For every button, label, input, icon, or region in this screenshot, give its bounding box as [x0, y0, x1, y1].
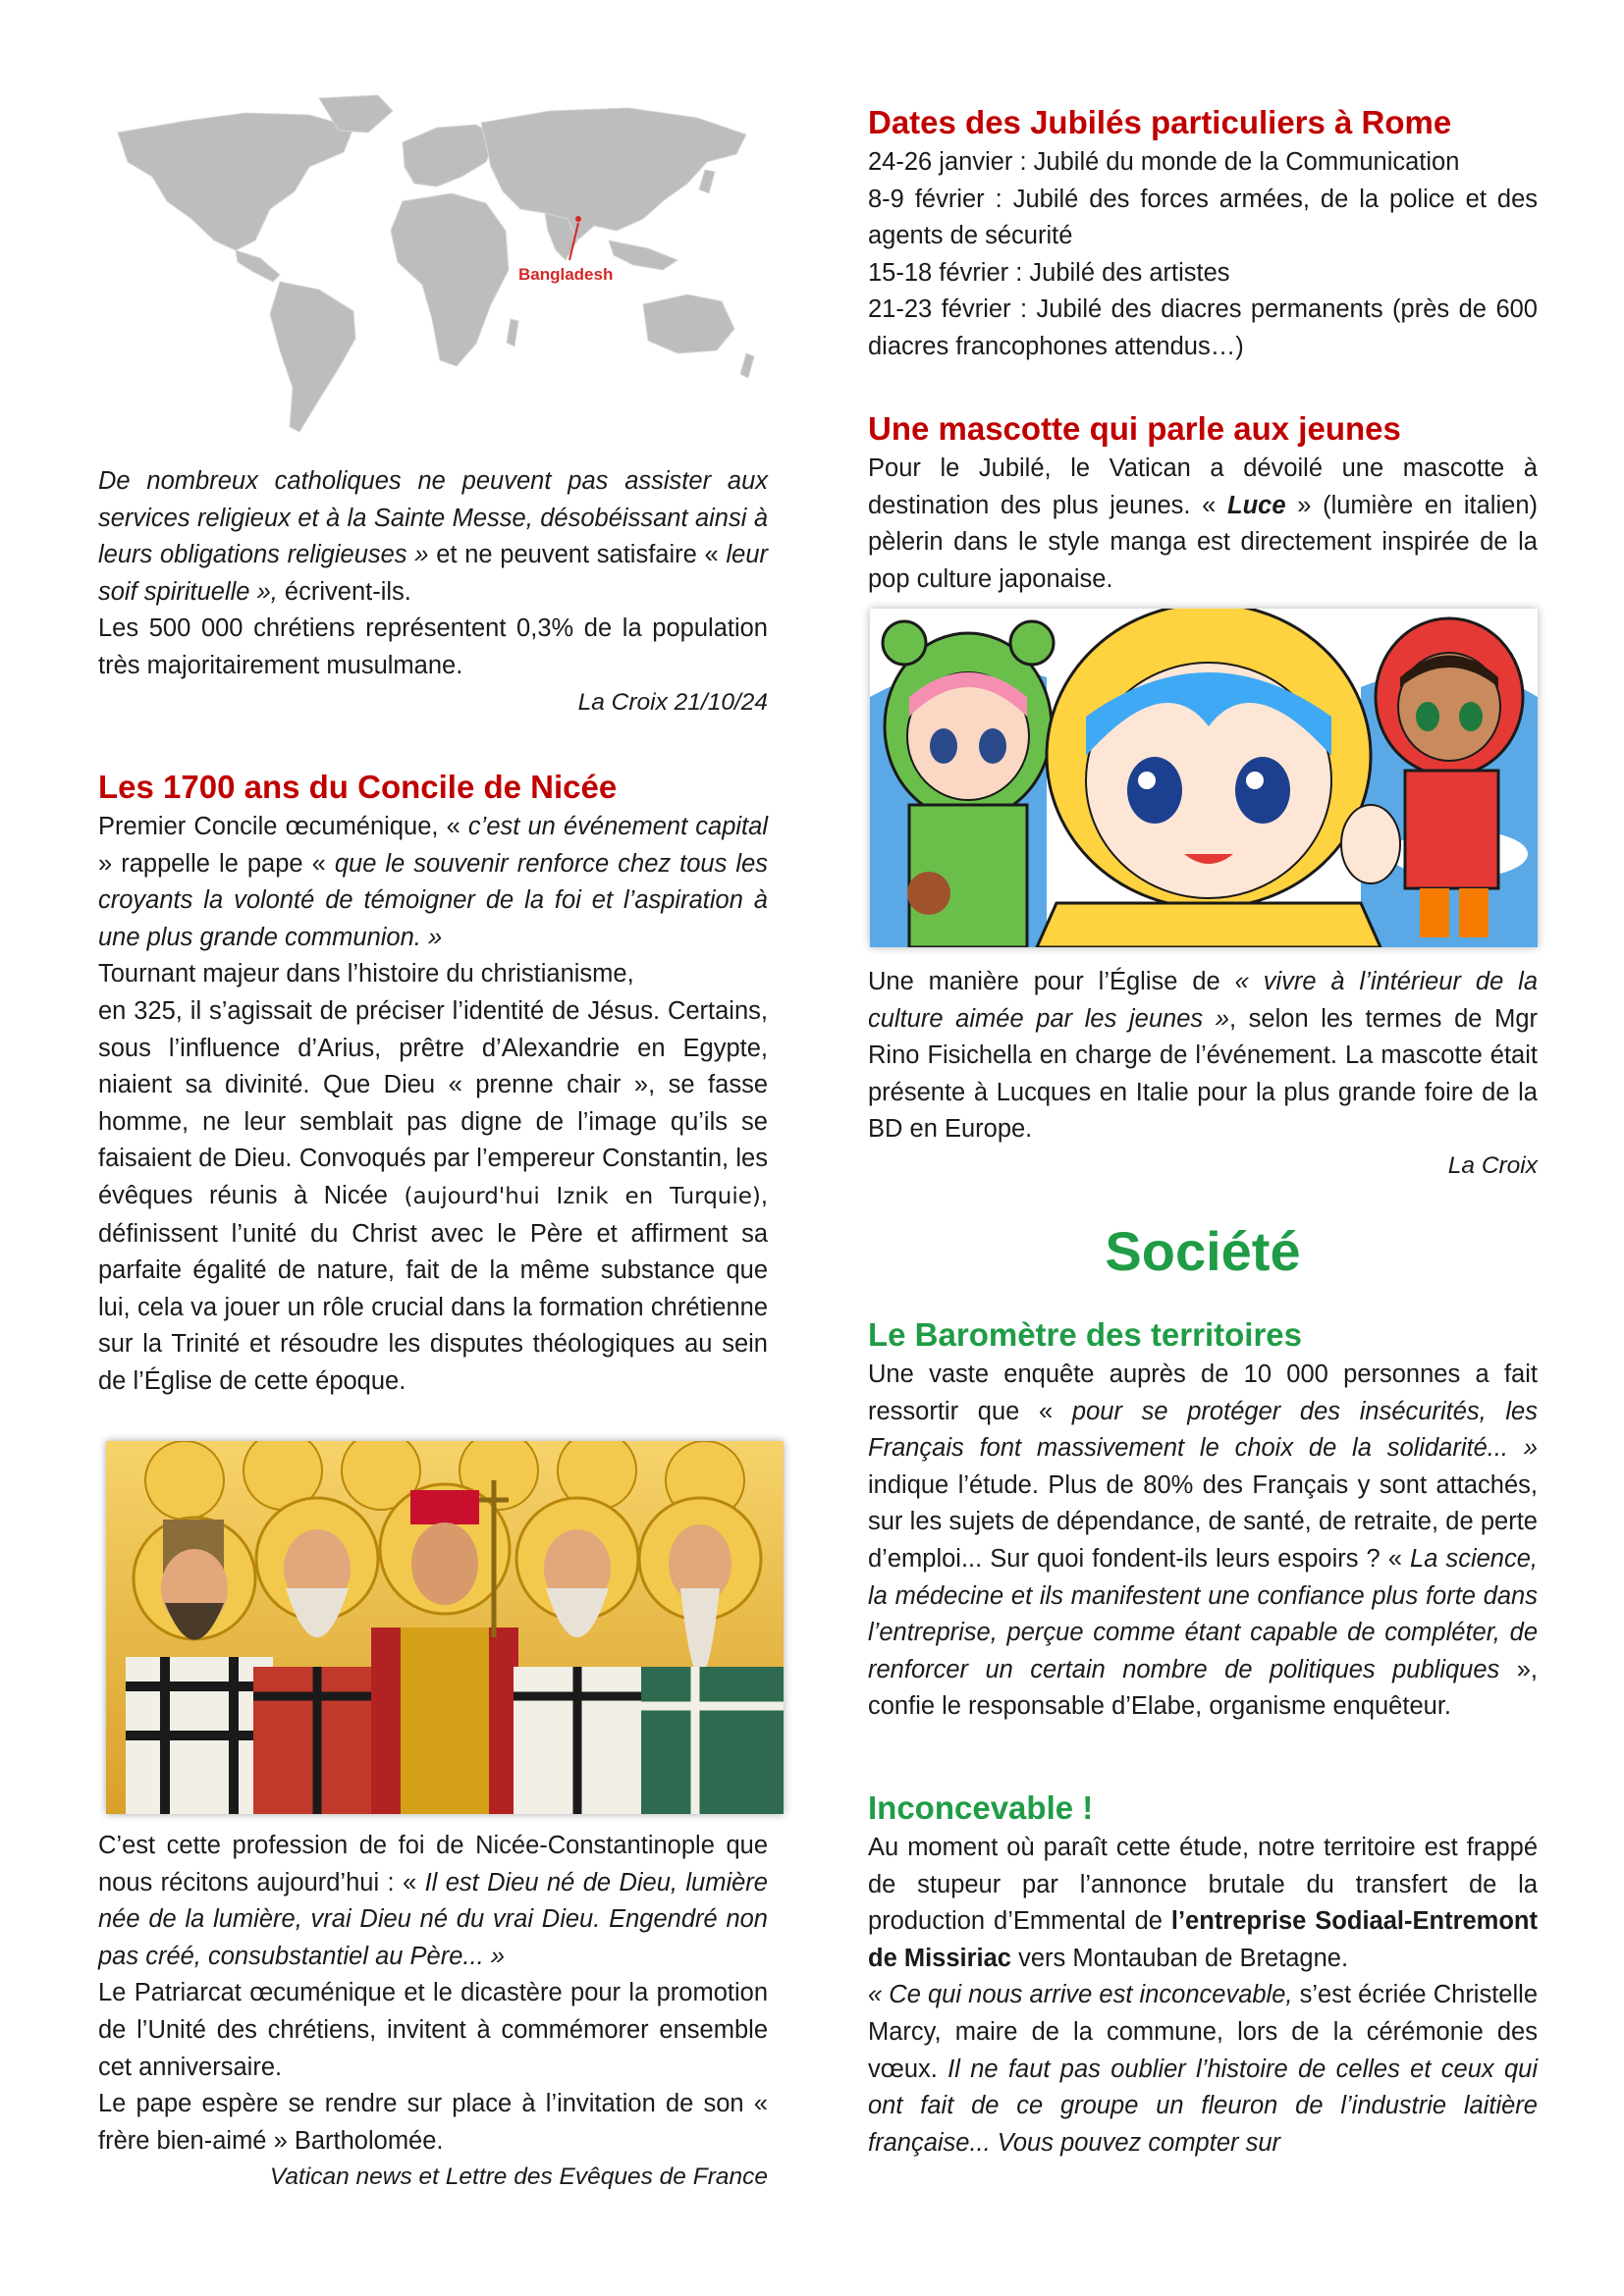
inconcevable-title: Inconcevable ! — [868, 1789, 1094, 1826]
figure-3 — [371, 1480, 518, 1814]
japan-shape — [699, 170, 715, 193]
nicee-article — [98, 766, 768, 1401]
mascotte-paragraph-2: Une manière pour l’Église de « vivre à l’intérieur de la culture aimée par les jeunes », selon les termes de Mgr Rino Fisichella en charge de l’événement. La mascotte était présente à Lucques en Italie pour la plus grande foire de la BD en Europe. — [868, 968, 1538, 1144]
credo-paragraph-2: Le Patriarcat œcuménique et le dicastère pour la promotion de l’Unité des chrétiens, invitent à commémorer ensemble cet anniversaire. — [98, 1979, 768, 2081]
jubile-line-1: 24-26 janvier : Jubilé du monde de la Communication — [868, 148, 1460, 176]
jubiles-article — [868, 101, 1538, 366]
figure-1 — [126, 1518, 273, 1814]
barometre-title: Le Baromètre des territoires — [868, 1316, 1303, 1353]
inconcevable-article — [868, 1787, 1538, 2162]
map-label-bangladesh: Bangladesh — [518, 265, 614, 284]
madagascar-shape — [507, 319, 518, 347]
world-map — [98, 93, 766, 456]
societe-section — [868, 1217, 1538, 1286]
societe-heading: Société — [1105, 1220, 1301, 1282]
nicee-paragraph-1: Premier Concile œcuménique, « c’est un événement capital » rappelle le pape « que le souvenir renforce chez tous les croyants la volonté de témoigner de la foi et l’aspiration à une plus grande communion. » — [98, 813, 768, 951]
new-zealand-shape — [740, 353, 754, 378]
africa-shape — [391, 193, 509, 366]
inconcevable-paragraph-1: Au moment où paraît cette étude, notre territoire est frappé de stupeur par l’annonce brutale du transfert de la production d’Emmental de l’entreprise Sodiaal-Entremont de Missiriac vers Montauban de Bretagne. — [868, 1834, 1538, 1972]
nicee-title: Les 1700 ans du Concile de Nicée — [98, 769, 618, 805]
nicee-paragraph-2: Tournant majeur dans l’histoire du christianisme, — [98, 960, 634, 988]
credo-source: Vatican news et Lettre des Evêques de France — [269, 2163, 768, 2191]
south-america-shape — [270, 282, 355, 432]
yellow-character — [1037, 609, 1400, 947]
southeast-asia-shape — [609, 240, 677, 270]
europe-shape — [403, 125, 496, 187]
council-icon-image — [106, 1441, 784, 1814]
mascotte-title: Une mascotte qui parle aux jeunes — [868, 410, 1401, 447]
jubiles-title: Dates des Jubilés particuliers à Rome — [868, 104, 1452, 140]
jubile-line-3: 15-18 février : Jubilé des artistes — [868, 258, 1230, 287]
australia-shape — [643, 294, 734, 353]
inconcevable-paragraph-2: « Ce qui nous arrive est inconcevable, s’est écriée Christelle Marcy, maire de la commune, lors de la cérémonie des vœux. Il ne faut pas oublier l’histoire de celles et ceux qui ont fait de ce groupe un fleuron de l’industrie laitière française... Vous pouvez compter sur — [868, 1981, 1539, 2157]
credo-paragraph-1: C’est cette profession de foi de Nicée-Constantinople que nous récitons aujourd’hui : « Il est Dieu né de Dieu, lumière née de la lumière, vrai Dieu né du vrai Dieu. Engendré non pas créé, consubstantiel au Père... » — [98, 1832, 768, 1970]
bangladesh-source: La Croix 21/10/24 — [577, 688, 768, 716]
mascot-image — [870, 609, 1538, 947]
credo-article — [98, 1828, 768, 2195]
green-character — [883, 621, 1054, 947]
mascotte-paragraph-1: Pour le Jubilé, le Vatican a dévoilé une mascotte à destination des plus jeunes. « Luce » (lumière en italien) pèlerin dans le style manga est directement inspirée de la pop culture japonaise. — [868, 454, 1538, 593]
council-icon-illustration — [106, 1441, 784, 1814]
bangladesh-marker — [575, 216, 581, 222]
central-america-shape — [236, 250, 280, 282]
mascotte-source: La Croix — [1447, 1151, 1538, 1179]
jubile-line-4: 21-23 février : Jubilé des diacres permanents (près de 600 diacres francophones attendus…) — [868, 295, 1538, 360]
bangladesh-paragraph-2: Les 500 000 chrétiens représentent 0,3% de la population très majoritairement musulmane. — [98, 614, 768, 679]
barometre-paragraph: Une vaste enquête auprès de 10 000 personnes a fait ressortir que « pour se protéger des insécurités, les Français font massivement le choix de la solidarité... » indique l’étude. Plus de 80% des Français y sont attachés, sur les sujets de dépendance, de santé, de retraite, de perte d’emploi... Sur quoi fondent-ils leurs espoirs ? « La science, la médecine et ils manifestent une confiance plus forte dans l’entreprise, perçue comme étant capable de compléter, de renforcer un certain nombre de politiques publiques », confie le responsable d’Elabe, organisme enquêteur. — [868, 1361, 1538, 1721]
mascot-illustration — [870, 609, 1538, 947]
barometre-article — [868, 1313, 1538, 1726]
bangladesh-paragraph-1: De nombreux catholiques ne peuvent pas assister aux services religieux et à la Sainte Messe, désobéissant ainsi à leurs obligations religieuses » et ne peuvent satisfaire « leur soif spirituelle », écrivent-ils. — [98, 467, 768, 606]
jubile-line-2: 8-9 février : Jubilé des forces armées, de la police et des agents de sécurité — [868, 185, 1538, 250]
north-america-shape — [118, 113, 353, 250]
bangladesh-article — [98, 463, 768, 721]
mascotte-article-2 — [868, 964, 1538, 1184]
nicee-paragraph-3: en 325, il s’agissait de préciser l’identité de Jésus. Certains, sous l’influence d’Arius, prêtre d’Alexandrie en Egypte, niaient sa divinité. Que Dieu « prenne chair », se fasse homme, ne leur semblait pas digne de l’image qu’ils se faisaient de Dieu. Convoqués par l’empereur Constantin, les évêques réunis à Nicée (aujourd'hui Iznik en Turquie), définissent l’unité du Christ avec le Père et affirment sa parfaite égalité de nature, fait de la même substance que lui, cela va jouer un rôle crucial dans la formation chrétienne sur la Trinité et résoudre les disputes théologiques au sein de l’Église de cette époque. — [98, 996, 768, 1395]
credo-paragraph-3: Le pape espère se rendre sur place à l’invitation de son « frère bien-aimé » Bartholomée. — [98, 2090, 768, 2155]
mascotte-article — [868, 407, 1538, 598]
